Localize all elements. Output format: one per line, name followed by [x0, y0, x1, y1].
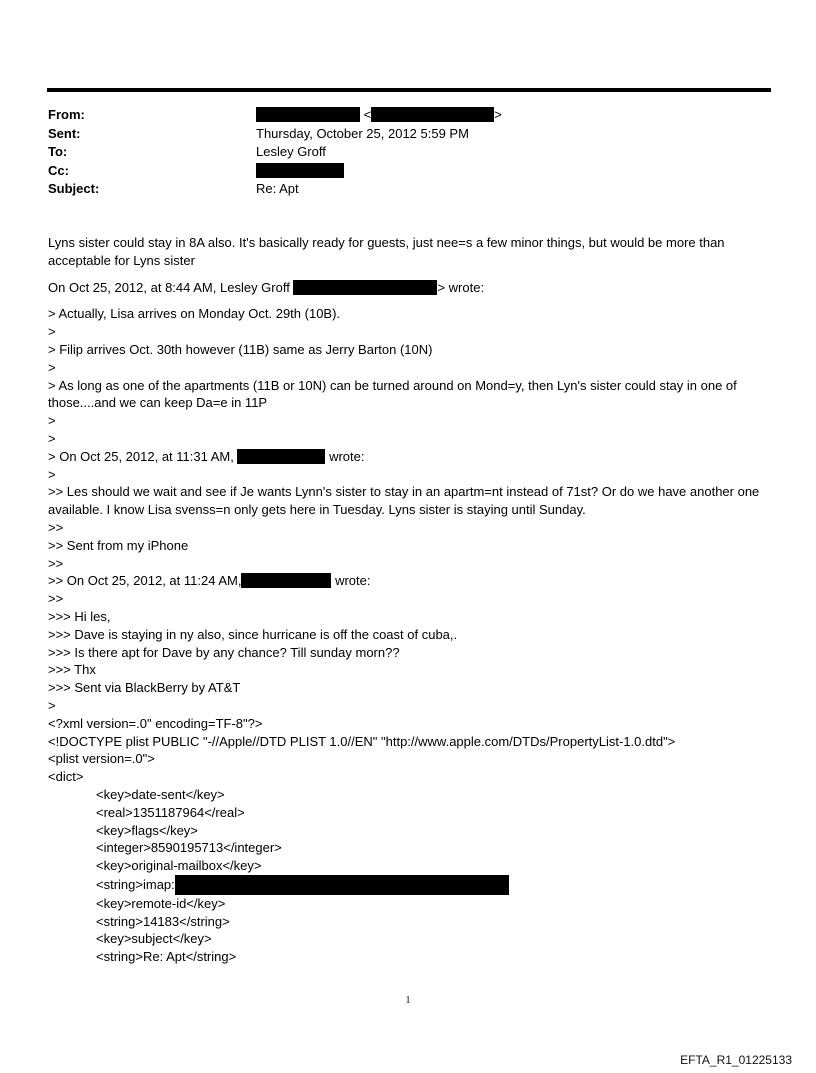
redaction-block — [293, 280, 437, 295]
quote-line: >>> Thx — [48, 662, 96, 678]
xml-line: <key>flags</key> — [96, 822, 198, 838]
quote-line: > — [48, 413, 56, 429]
xml-line: <string>14183</string> — [96, 913, 230, 929]
quote-line: > — [48, 324, 56, 340]
quote-line: >> Sent from my iPhone — [48, 537, 189, 553]
quote-attribution-wrote: wrote: — [325, 448, 365, 464]
header-rule — [47, 88, 771, 92]
attribution-wrote: > wrote: — [437, 279, 485, 295]
xml-line: <string>Re: Apt</string> — [96, 949, 237, 965]
quote-attribution — [48, 448, 770, 466]
intro-paragraph: Lyns sister could stay in 8A also. It's basically ready for guests, just nee=s a few minor things, but would be more than acceptable for Lyns sister — [48, 235, 725, 268]
from-label: From: — [48, 107, 85, 122]
redaction-block — [237, 449, 325, 464]
quote-line: > As long as one of the apartments (11B or 10N) can be turned around on Mond=y, then Lyn's sister could stay in one of those....and we can keep Da=e in 11P — [48, 377, 737, 411]
quote-line: >>> Sent via BlackBerry by AT&T — [48, 680, 241, 696]
xml-line: <dict> — [48, 769, 84, 785]
quote-attribution-text: >> On Oct 25, 2012, at 11:24 AM, — [48, 573, 242, 589]
attribution-text: On Oct 25, 2012, at 8:44 AM, Lesley Groff — [48, 279, 294, 295]
quote-line: >> — [48, 519, 64, 535]
quote-line: > — [48, 359, 56, 375]
xml-line: <key>original-mailbox</key> — [96, 858, 262, 874]
quote-line: >>> Hi les, — [48, 608, 111, 624]
xml-line-redacted — [48, 875, 770, 895]
xml-line: <key>date-sent</key> — [96, 786, 225, 802]
quote-line: >> Les should we wait and see if Je wants Lynn's sister to stay in an apartm=nt instead of 71st? Or do we have another one available. I know Lisa svenss=n only gets here in Tuesday. Lyns sister is staying until Sunday. — [48, 484, 760, 518]
subject-label: Subject: — [48, 181, 100, 196]
attribution-line — [48, 279, 770, 297]
from-lt: < — [363, 107, 372, 122]
quote-line: >> — [48, 591, 64, 607]
from-gt: > — [494, 107, 502, 122]
sent-label: Sent: — [48, 125, 81, 141]
quote-line: >> — [48, 555, 64, 571]
quote-line: > — [48, 466, 56, 482]
to-value: Lesley Groff — [256, 144, 326, 159]
redaction-block — [241, 573, 331, 588]
document-id: EFTA_R1_01225133 — [680, 1053, 792, 1067]
xml-text: <string>imap: — [96, 876, 175, 892]
sent-value: Thursday, October 25, 2012 5:59 PM — [256, 125, 469, 141]
email-body — [48, 234, 770, 966]
xml-line: <key>subject</key> — [96, 931, 212, 947]
cc-value — [256, 162, 344, 181]
quote-attribution — [48, 572, 770, 590]
xml-line: <!DOCTYPE plist PUBLIC "-//Apple//DTD PLIST 1.0//EN" "http://www.apple.com/DTDs/PropertyList-1.0.dtd"> — [48, 733, 676, 749]
cc-label: Cc: — [48, 162, 69, 178]
xml-line: <integer>8590195713</integer> — [96, 840, 282, 856]
quote-line: >>> Is there apt for Dave by any chance? Till sunday morn?? — [48, 644, 400, 660]
quote-line: > — [48, 430, 56, 446]
page-number: 1 — [405, 995, 411, 1006]
redaction-block — [371, 107, 494, 122]
redaction-block — [175, 875, 509, 895]
quote-line: > — [48, 697, 56, 713]
redaction-block — [256, 107, 360, 122]
xml-line: <real>1351187964</real> — [96, 804, 245, 820]
xml-line: <key>remote-id</key> — [96, 895, 226, 911]
quote-line: > Actually, Lisa arrives on Monday Oct. 29th (10B). — [48, 306, 341, 322]
to-label: To: — [48, 144, 68, 159]
subject-value: Re: Apt — [256, 181, 299, 196]
redaction-block — [256, 163, 344, 178]
from-value — [256, 106, 502, 125]
xml-line: <plist version=.0"> — [48, 751, 155, 767]
quote-line: >>> Dave is staying in ny also, since hurricane is off the coast of cuba,. — [48, 626, 458, 642]
quote-attribution-text: > On Oct 25, 2012, at 11:31 AM, — [48, 448, 238, 464]
quote-attribution-wrote: wrote: — [331, 573, 371, 589]
quote-line: > Filip arrives Oct. 30th however (11B) same as Jerry Barton (10N) — [48, 341, 433, 357]
xml-line: <?xml version=.0" encoding=TF-8"?> — [48, 715, 263, 731]
